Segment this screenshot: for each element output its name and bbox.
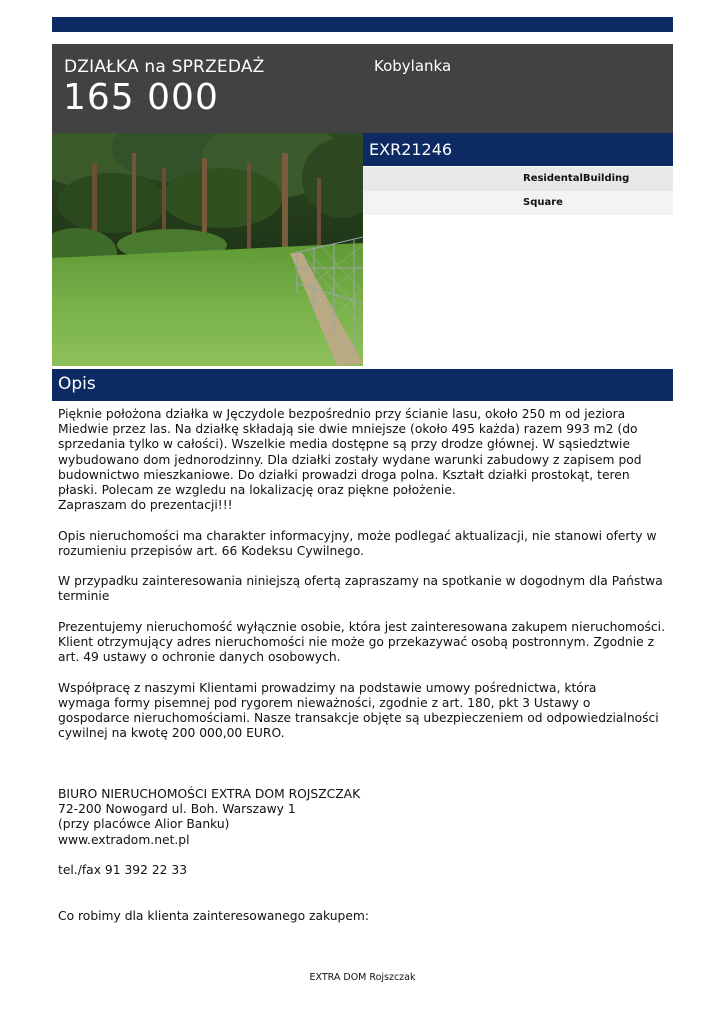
top-accent-bar: [52, 17, 673, 32]
footer-company: EXTRA DOM Rojszczak: [309, 972, 416, 983]
attribute-row: [363, 167, 673, 191]
property-photo: [52, 133, 363, 366]
listing-type: DZIAŁKA na SPRZEDAŻ: [64, 57, 265, 77]
description-header: [52, 369, 673, 401]
attribute-shape: Square: [523, 197, 563, 208]
attribute-building-type: ResidentalBuilding: [523, 173, 630, 184]
listing-header: [52, 44, 673, 133]
description-title: Opis: [58, 374, 96, 394]
description-text: Pięknie położona działka w Jęczydole bezpośrednio przy ścianie lasu, około 250 m od jeziora Miedwie przez las. Na działkę składają sie dwie mniejsze (około 495 każda) razem 993 m2 (do sprzedania tylko w całości). Wszelkie media dostępne są przy drodze głównej. W sąsiedztwie wybudowano dom jednorodzinny. Dla działki zostały wydane warunki zabudowy z zapisem pod budownictwo mieszkaniowe. Do działki prowadzi droga polna. Kształt działki prostokąt, teren płaski. Polecam ze wzgledu na lokalizację oraz piękne położenie. Zapraszam do prezentacji!!! Opis nieruchomości ma charakter informacyjny, może podlegać aktualizacji, nie stanowi oferty w rozumieniu przepisów art. 66 Kodeksu Cywilnego. W przypadku zainteresowania niniejszą ofertą zapraszamy na spotkanie w dogodnym dla Państwa terminie Prezentujemy nieruchomość wyłącznie osobie, która jest zainteresowana zakupem nieruchomości. Klient otrzymujący adres nieruchomości nie może go przekazywać osobą postronnym. Zgodnie z art. 49 ustawy o ochronie danych osobowych. Współpracę z naszymi Klientami prowadzimy na podstawie umowy pośrednictwa, która wymaga formy pisemnej pod rygorem nieważności, zgodnie z art. 180, pkt 3 Ustawy o gospodarce nieruchomościami. Nasze transakcje objęte są ubezpieczeniem od odpowiedzialności cywilnej na kwotę 200 000,00 EURO. BIURO NIERUCHOMOŚCI EXTRA DOM ROJSZCZAK 72-200 Nowogard ul. Boh. Warszawy 1 (przy placówce Alior Banku) www.extradom.net.pl tel./fax 91 392 22 33 Co robimy dla klienta zainteresowanego zakupem:: [58, 407, 665, 923]
listing-location: Kobylanka: [374, 57, 452, 75]
listing-price: 165 000: [63, 77, 219, 118]
reference-number: EXR21246: [369, 140, 453, 159]
attribute-row: [363, 191, 673, 215]
reference-bar: [363, 133, 673, 166]
